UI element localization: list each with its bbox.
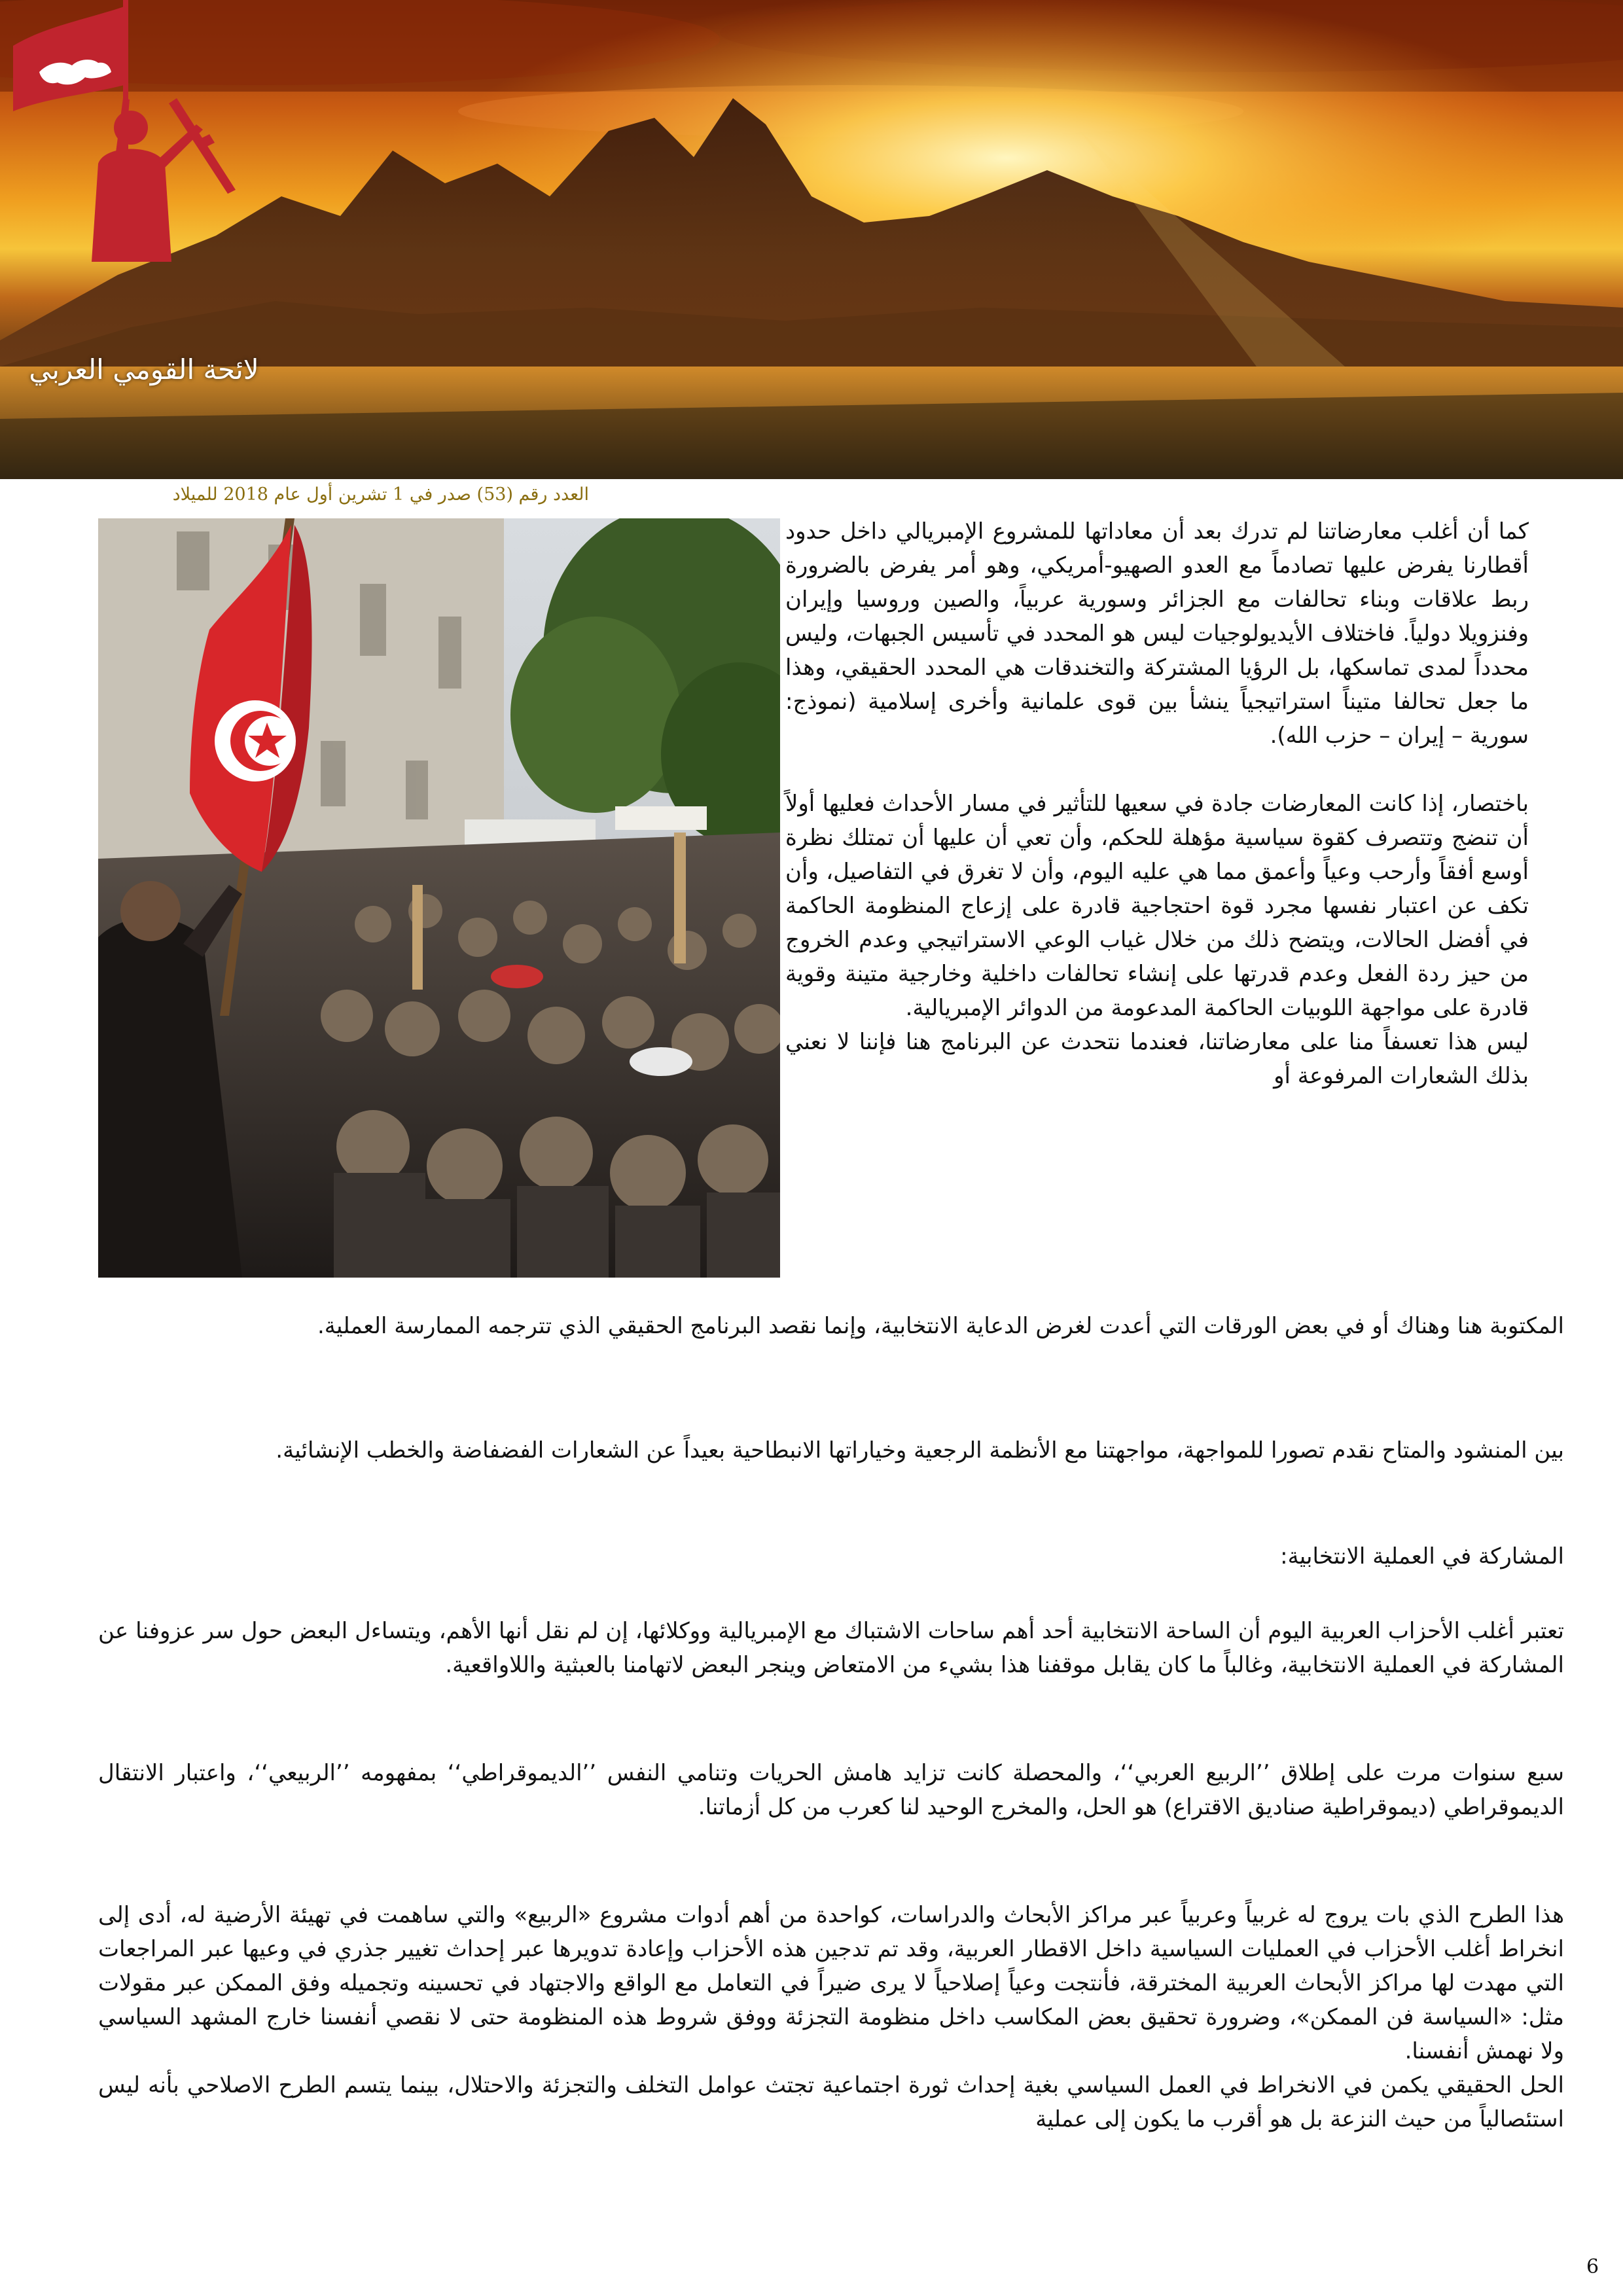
paragraph: بين المنشود والمتاح نقدم تصورا للمواجهة، مواجهتنا مع الأنظمة الرجعية وخياراتها الانبطاحية بعيداً عن الشعارات الفضفاضة والخطب الإنشائية. [276, 1437, 1564, 1463]
issue-line: العدد رقم (53) صدر في 1 تشرين أول عام 2018 للميلاد [172, 484, 589, 505]
header-banner [0, 0, 1623, 479]
page-number: 6 [1586, 2255, 1599, 2278]
paragraph: كما أن أغلب معارضاتنا لم تدرك بعد أن معاداتها للمشروع الإمبريالي داخل حدود أقطارنا يفرض عليها تصادماً مع العدو الصهيو-أمريكي، وهو أمر يفرض بالضرورة ربط علاقات وبناء تحالفات مع الجزائر وسورية عربياً، والصين وروسيا وإيران وفنزويلا دولياً. فاختلاف الأيديولوجيات ليس هو المحدد في تأسيس الجبهات، وليس محدداً لمدى تماسكها، بل الرؤيا المشتركة والتخندقات هي المحدد الحقيقي، وهذا ما جعل تحالفا متيناً استراتيجياً ينشأ بين قوى علمانية وأخرى إسلامية (نموذج: سورية – إيران – حزب الله). [785, 518, 1529, 749]
paragraph: ليس هذا تعسفاً منا على معارضاتنا، فعندما نتحدث عن البرنامج هنا فإننا لا نعني بذلك الشعارات المرفوعة أو [785, 1029, 1529, 1089]
paragraph: المكتوبة هنا وهناك أو في بعض الورقات التي أعدت لغرض الدعاية الانتخابية، وإنما نقصد البرنامج الحقيقي الذي تترجمه الممارسة العملية. [317, 1313, 1564, 1339]
fighter-with-flag-logo [0, 0, 249, 262]
paragraph-part: الحل الحقيقي يكمن في الانخراط في العمل السياسي بغية إحداث ثورة اجتماعية تجتث عوامل التخلف والتجزئة والاحتلال، بينما يتسم الطرح الاصلاحي بأنه ليس استئصالياً من حيث النزعة بل هو أقرب ما يكون إلى عملية [98, 2072, 1564, 2132]
paragraph-part: هذا الطرح الذي بات يروج له غربياً وعربياً عبر مراكز الأبحاث والدراسات، كواحدة من أهم أدوات مشروع «الربيع» والتي ساهمت في تهيئة الأرضية له، أدى إلى انخراط أغلب الأحزاب في العمليات السياسية داخل الاقطار العربية، وقد تم تدجين هذه الأحزاب وإعادة تدويرها عبر إحداث تغيير جذري في وعيها عبر المراجعات التي مهدت لها مراكز الأبحاث العربية المخترقة، فأنتجت وعياً إصلاحياً لا يرى ضيراً في التعامل مع الواقع والاجتهاد في تحسينه وتجميله وفق الممكن عبر مقولات مثل: «السياسة فن الممكن»، وضرورة تحقيق بعض المكاسب داخل منظومة التجزئة ووفق شروط هذه المنظومة حتى لا نقصي أنفسنا خارج المشهد السياسي ولا نهمش أنفسنا. [98, 1902, 1564, 2064]
paragraph: تعتبر أغلب الأحزاب العربية اليوم أن الساحة الانتخابية أحد أهم ساحات الاشتباك مع الإمبريالية ووكلائها، إن لم نقل أنها الأهم، ويتساءل البعض حول سر عزوفنا عن المشاركة في العملية الانتخابية، وغالباً ما كان يقابل موقفنا هذا بشيء من الامتعاض وينجر البعض لاتهامنا بالعبثية واللاواقعية. [98, 1618, 1564, 1678]
tunisian-flag-image [98, 518, 780, 1278]
paragraph [98, 1898, 1564, 2136]
logo-caption: لائحة القومي العربي [29, 353, 259, 386]
paragraph: باختصار، إذا كانت المعارضات جادة في سعيها للتأثير في مسار الأحداث فعليها أولاً أن تنضج وتتصرف كقوة سياسية مؤهلة للحكم، وأن تعي أن عليها أن تمتلك نظرة أوسع أفقاً وأرحب وعياً وأعمق مما هي عليه اليوم، وأن لا تغرق في التفاصيل، وأن تكف عن اعتبار نفسها مجرد قوة احتجاجية قادرة على إزعاج المنظومة الحاكمة في أفضل الحالات، ويتضح ذلك من خلال غياب الوعي الاستراتيجي وعدم الخروج من حيز ردة الفعل وعدم قدرتها على إنشاء تحالفات داخلية وخارجية متينة وقوية قادرة على مواجهة اللوبيات الحاكمة المدعومة من الدوائر الإمبريالية. [785, 791, 1529, 1021]
section-heading: المشاركة في العملية الانتخابية: [1280, 1543, 1564, 1570]
paragraph: سبع سنوات مرت على إطلاق ’’الربيع العربي‘‘، والمحصلة كانت تزايد هامش الحريات وتنامي النفس ’’الديموقراطي‘‘ بمفهومه ’’الربيعي‘‘، واعتبار الانتقال الديموقراطي (ديموقراطية صناديق الاقتراع) هو الحل، والمخرج الوحيد لنا كعرب من كل أزماتنا. [98, 1760, 1564, 1820]
right-column-text [785, 514, 1529, 1093]
protest-photo [98, 518, 780, 1278]
